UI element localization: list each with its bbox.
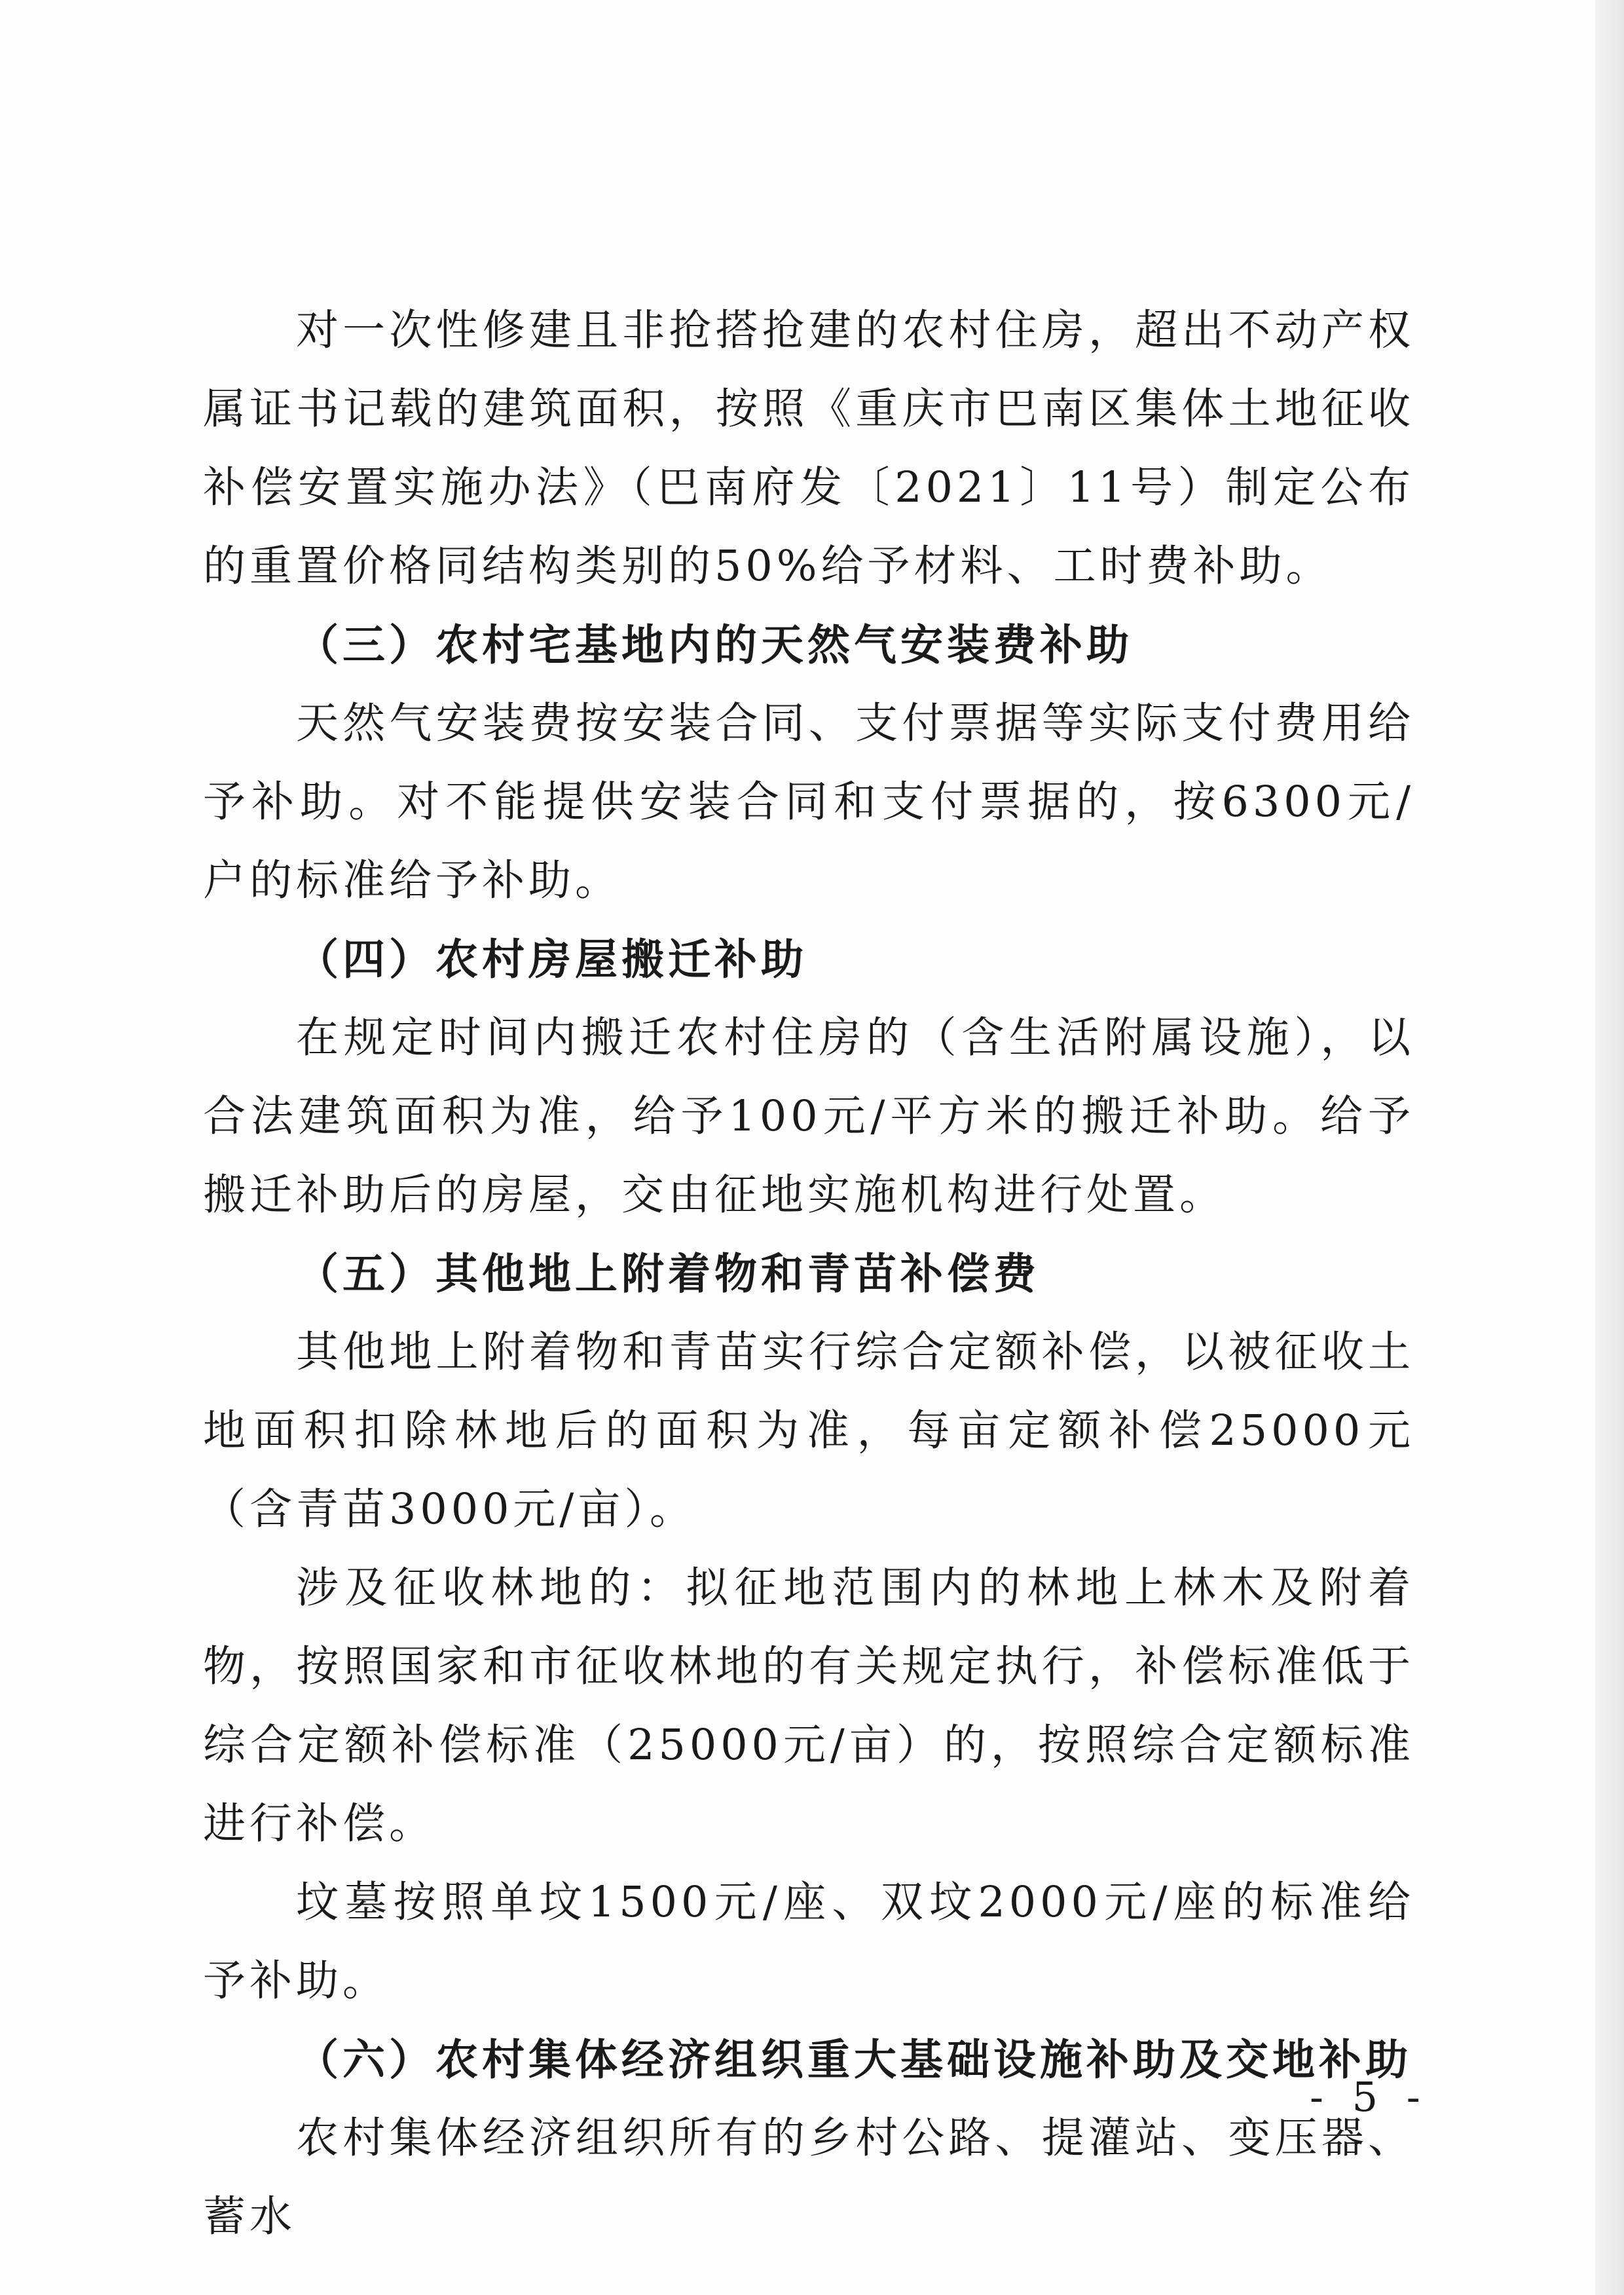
- page-number: - 5 -: [1310, 2073, 1428, 2121]
- scan-edge-shadow: [1595, 0, 1624, 2295]
- paragraph-infrastructure: 农村集体经济组织所有的乡村公路、提灌站、变压器、蓄水: [203, 2114, 1414, 2241]
- paragraph-gas-installation-subsidy: 天然气安装费按安装合同、支付票据等实际支付费用给予补助。对不能提供安装合同和支付票据的，按6300元/户的标准给予补助。: [203, 699, 1414, 905]
- paragraph-forest-land: 涉及征收林地的：拟征地范围内的林地上林木及附着物，按照国家和市征收林地的有关规定执行，补偿标准低于综合定额补偿标准（25000元/亩）的，按照综合定额标准进行补偿。: [203, 1563, 1414, 1848]
- paragraph-rural-housing-excess-area: 对一次性修建且非抢搭抢建的农村住房，超出不动产权属证书记载的建筑面积，按照《重庆市巴南区集体土地征收补偿安置实施办法》（巴南府发〔2021〕11号）制定公布的重置价格同结构类别的50%给予材料、工时费补助。: [203, 306, 1414, 591]
- document-body: [203, 291, 1414, 2256]
- section-heading-5-attachments-crops: （五）其他地上附着物和青苗补偿费: [296, 1249, 1041, 1299]
- paragraph-graves: 坟墓按照单坟1500元/座、双坟2000元/座的标准给予补助。: [203, 1878, 1414, 2006]
- section-heading-6-infrastructure: （六）农村集体经济组织重大基础设施补助及交地补助: [296, 2035, 1412, 2085]
- section-heading-4-relocation: （四）农村房屋搬迁补助: [296, 935, 808, 984]
- section-heading-3-gas-installation: （三）农村宅基地内的天然气安装费补助: [296, 620, 1134, 670]
- paragraph-relocation-subsidy: 在规定时间内搬迁农村住房的（含生活附属设施），以合法建筑面积为准，给予100元/平方米的搬迁补助。给予搬迁补助后的房屋，交由征地实施机构进行处置。: [203, 1013, 1414, 1220]
- paragraph-attachments-compensation: 其他地上附着物和青苗实行综合定额补偿，以被征收土地面积扣除林地后的面积为准，每亩定额补偿25000元（含青苗3000元/亩）。: [203, 1328, 1414, 1534]
